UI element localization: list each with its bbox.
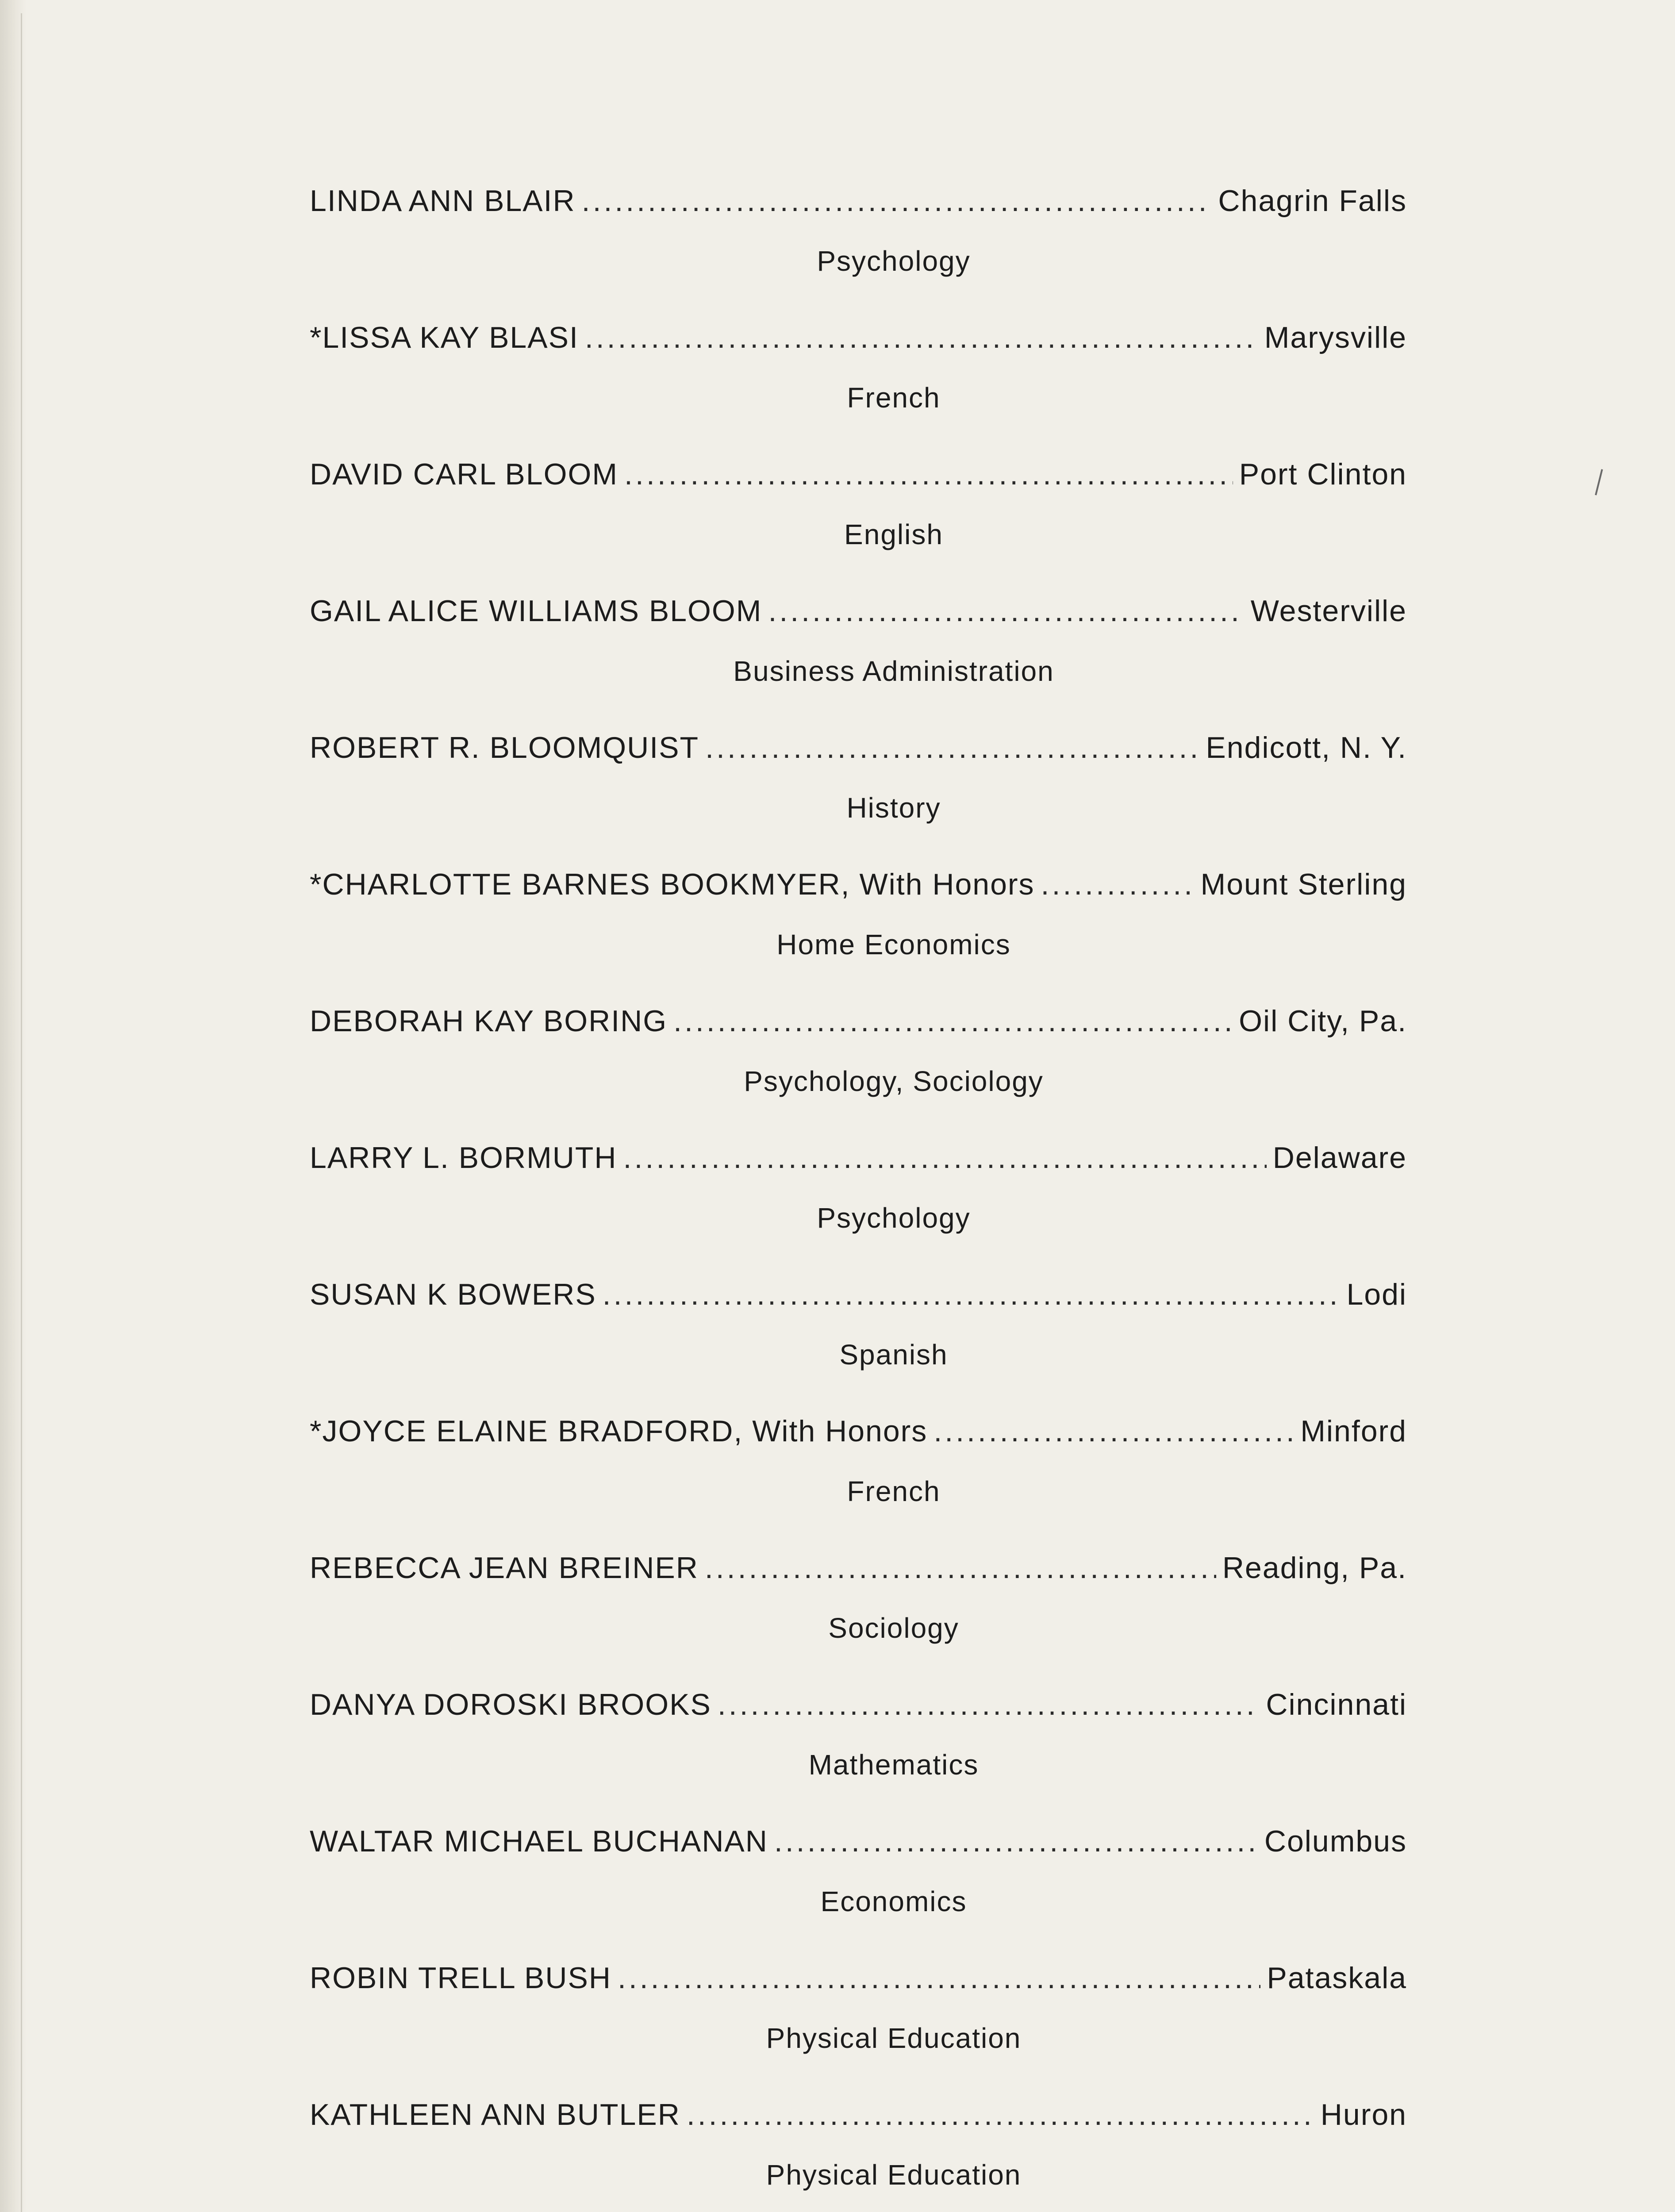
- dot-leader: [934, 1416, 1294, 1446]
- dot-leader: [603, 1279, 1341, 1310]
- graduate-name: *JOYCE ELAINE BRADFORD, With Honors: [310, 1414, 928, 1448]
- graduate-entry: [310, 2100, 1407, 2212]
- graduate-major: Spanish: [839, 1339, 948, 1371]
- page-binding-edge: [0, 0, 27, 2212]
- graduate-entry: [310, 1826, 1407, 1963]
- graduate-entry: [310, 186, 1407, 323]
- graduate-entry: [310, 733, 1407, 869]
- graduate-name: SUSAN K BOWERS: [310, 1278, 596, 1311]
- dot-leader: [673, 1006, 1233, 1036]
- graduate-hometown: Westerville: [1250, 594, 1407, 628]
- graduate-entry: [310, 1690, 1407, 1826]
- graduate-major: Business Administration: [733, 655, 1054, 687]
- graduate-major: Physical Education: [766, 2159, 1022, 2191]
- graduate-name: GAIL ALICE WILLIAMS BLOOM: [310, 594, 762, 628]
- graduate-major: Mathematics: [808, 1749, 979, 1781]
- graduate-hometown: Reading, Pa.: [1222, 1551, 1407, 1585]
- graduate-hometown: Cincinnati: [1266, 1688, 1407, 1721]
- graduate-entry: [310, 1416, 1407, 1553]
- graduate-hometown: Columbus: [1264, 1824, 1407, 1858]
- dot-leader: [687, 2100, 1314, 2130]
- dot-leader: [718, 1690, 1260, 1720]
- graduate-major: Psychology: [817, 245, 971, 277]
- graduate-major: Psychology: [817, 1202, 971, 1234]
- dot-leader: [705, 1553, 1216, 1583]
- graduate-name: WALTAR MICHAEL BUCHANAN: [310, 1824, 768, 1858]
- graduate-entry: [310, 1963, 1407, 2100]
- graduate-name: DAVID CARL BLOOM: [310, 457, 619, 491]
- graduate-name: ROBERT R. BLOOMQUIST: [310, 731, 699, 764]
- dot-leader: [618, 1963, 1260, 1993]
- graduate-major: Sociology: [828, 1612, 959, 1644]
- dot-leader: [624, 459, 1233, 489]
- dot-leader: [705, 733, 1199, 763]
- graduate-name: *LISSA KAY BLASI: [310, 321, 579, 354]
- graduate-hometown: Minford: [1300, 1414, 1407, 1448]
- graduate-major: French: [847, 1475, 941, 1507]
- graduate-entry: [310, 459, 1407, 596]
- graduate-hometown: Delaware: [1272, 1141, 1407, 1175]
- graduate-name: DEBORAH KAY BORING: [310, 1004, 668, 1038]
- dot-leader: [774, 1826, 1258, 1856]
- graduate-hometown: Port Clinton: [1239, 457, 1407, 491]
- graduate-major: Physical Education: [766, 2022, 1022, 2054]
- dot-leader: [768, 596, 1244, 626]
- graduate-hometown: Endicott, N. Y.: [1206, 731, 1407, 764]
- stray-pencil-mark: [1595, 469, 1603, 495]
- graduate-hometown: Lodi: [1346, 1278, 1407, 1311]
- graduate-list: [310, 186, 1407, 2212]
- graduate-hometown: Chagrin Falls: [1218, 184, 1407, 218]
- graduate-entry: [310, 1143, 1407, 1279]
- graduate-entry: [310, 1006, 1407, 1143]
- graduate-name: KATHLEEN ANN BUTLER: [310, 2098, 680, 2131]
- graduate-entry: [310, 869, 1407, 1006]
- graduate-name: DANYA DOROSKI BROOKS: [310, 1688, 711, 1721]
- graduate-name: LINDA ANN BLAIR: [310, 184, 576, 218]
- graduate-name: REBECCA JEAN BREINER: [310, 1551, 699, 1585]
- graduate-major: Home Economics: [776, 929, 1011, 960]
- dot-leader: [623, 1143, 1267, 1173]
- graduate-entry: [310, 596, 1407, 733]
- graduate-name: ROBIN TRELL BUSH: [310, 1961, 611, 1995]
- graduate-hometown: Oil City, Pa.: [1239, 1004, 1407, 1038]
- graduate-name: *CHARLOTTE BARNES BOOKMYER, With Honors: [310, 868, 1035, 901]
- dot-leader: [582, 186, 1212, 216]
- graduate-name: LARRY L. BORMUTH: [310, 1141, 617, 1175]
- graduate-entry: [310, 1553, 1407, 1690]
- graduate-entry: [310, 323, 1407, 459]
- dot-leader: [585, 323, 1258, 353]
- graduate-major: English: [844, 518, 943, 550]
- graduate-major: History: [846, 792, 941, 824]
- graduate-hometown: Huron: [1320, 2098, 1407, 2131]
- graduate-hometown: Mount Sterling: [1200, 868, 1407, 901]
- graduate-major: French: [847, 382, 941, 414]
- graduate-hometown: Marysville: [1264, 321, 1407, 354]
- graduate-major: Psychology, Sociology: [744, 1065, 1044, 1097]
- graduate-hometown: Pataskala: [1267, 1961, 1407, 1995]
- graduate-entry: [310, 1279, 1407, 1416]
- graduate-major: Economics: [820, 1886, 967, 1917]
- dot-leader: [1041, 869, 1195, 899]
